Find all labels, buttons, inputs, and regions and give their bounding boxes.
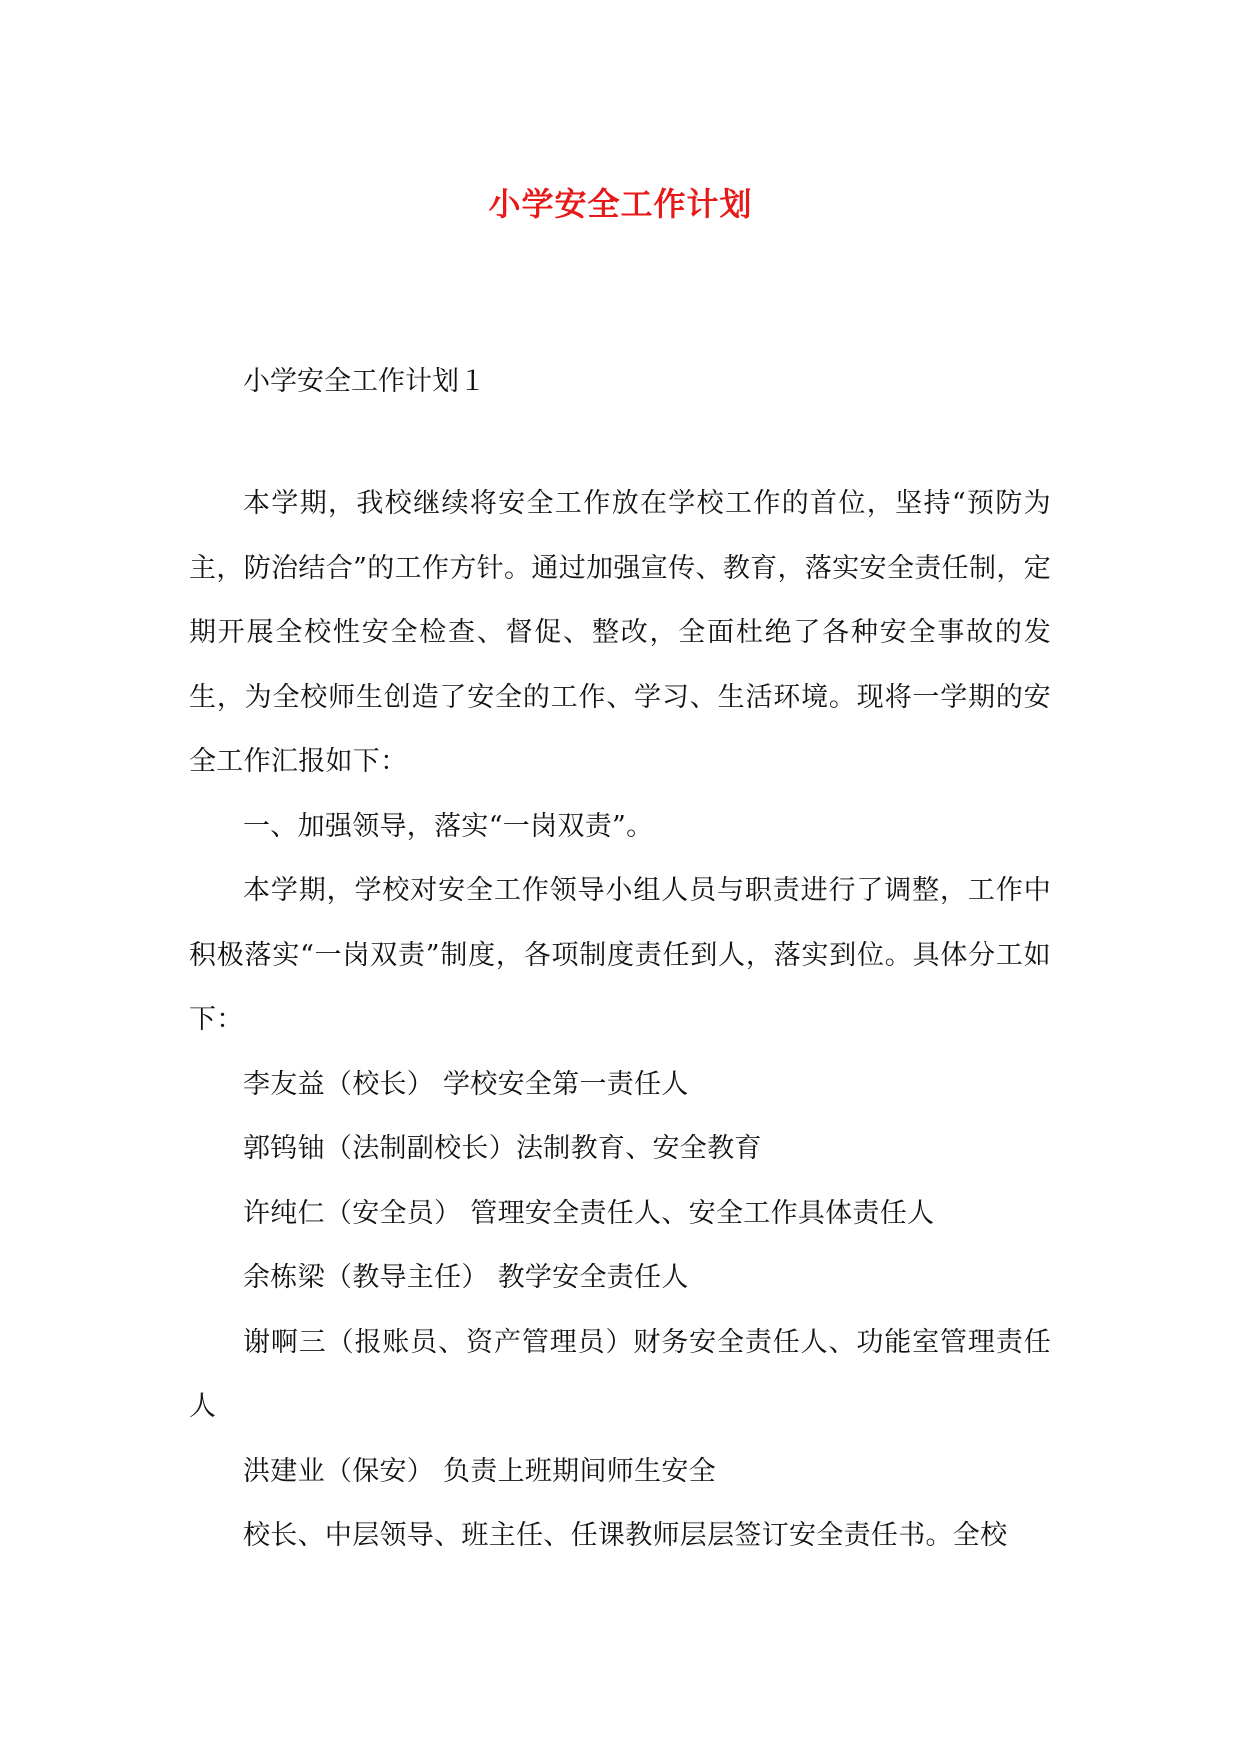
paragraph-responsibility: 校长、中层领导、班主任、任课教师层层签订安全责任书。全校: [243, 1520, 1008, 1551]
document-body: [189, 472, 1051, 1569]
document-title: 小学安全工作计划: [488, 185, 753, 224]
paragraph-intro: 本学期，我校继续将安全工作放在学校工作的首位，坚持“预防为主，防治结合”的工作方针。通过加强宣传、教育，落实安全责任制，定期开展全校性安全检查、督促、整改，全面杜绝了各种安全事故的发生，为全校师生创造了安全的工作、学习、生活环境。现将一学期的安全工作汇报如下：: [189, 488, 1051, 777]
staff-entry: 郭钨铀（法制副校长）法制教育、安全教育: [243, 1133, 762, 1164]
staff-entry: 谢啊三（报账员、资产管理员）财务安全责任人、功能室管理责任人: [189, 1326, 1051, 1422]
paragraph-section-one-body: 本学期，学校对安全工作领导小组人员与职责进行了调整，工作中积极落实“一岗双责”制度，各项制度责任到人，落实到位。具体分工如下：: [189, 875, 1051, 1035]
section-heading: 小学安全工作计划１: [243, 366, 486, 397]
staff-entry: 洪建业（保安） 负责上班期间师生安全: [243, 1455, 716, 1487]
staff-entry: 许纯仁（安全员） 管理安全责任人、安全工作具体责任人: [243, 1197, 935, 1229]
staff-entry: 李友益（校长） 学校安全第一责任人: [243, 1068, 689, 1100]
staff-entry: 余栋梁（教导主任） 教学安全责任人: [243, 1262, 689, 1293]
paragraph-section-one-heading: 一、加强领导，落实“一岗双责”。: [243, 810, 654, 842]
